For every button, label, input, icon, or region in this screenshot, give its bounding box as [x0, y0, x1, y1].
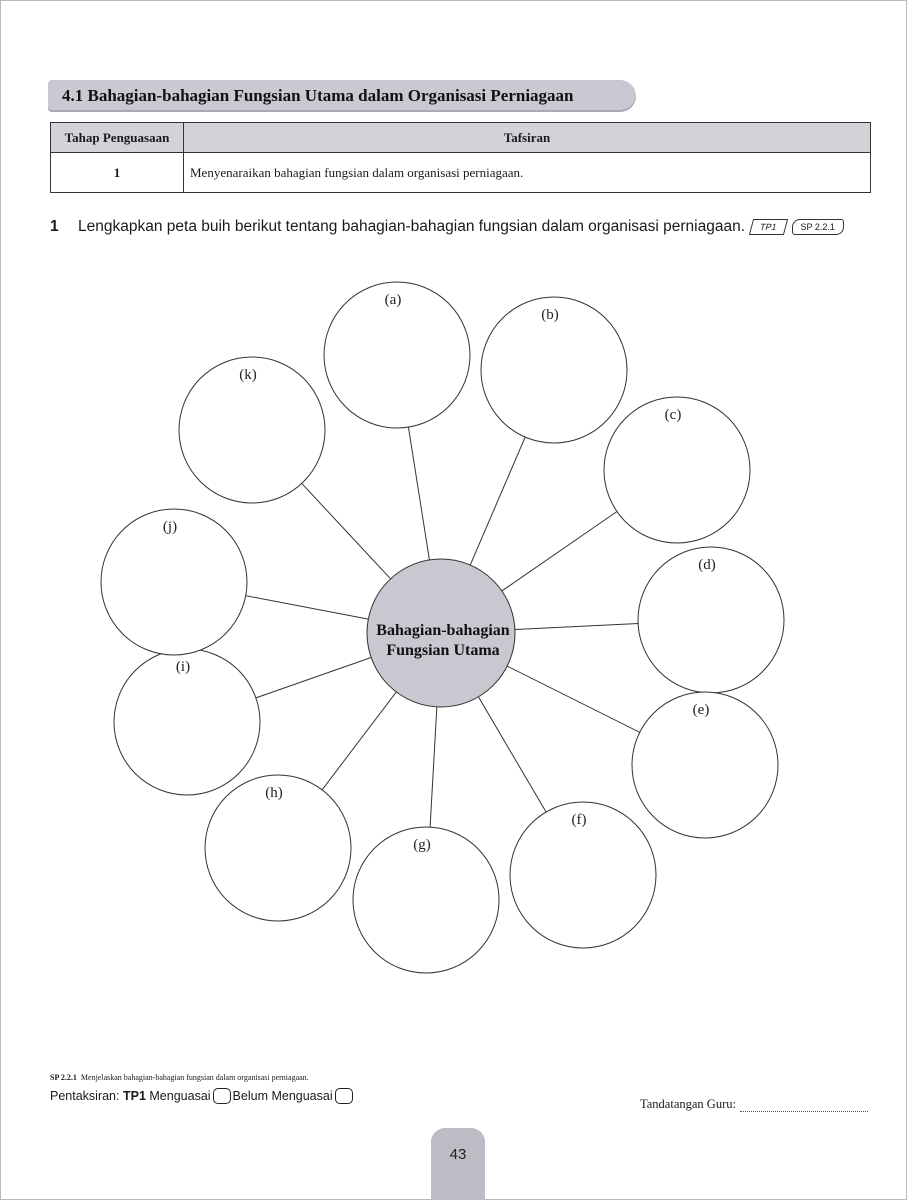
- connector-line: [322, 692, 396, 790]
- bubble-label: (b): [541, 307, 559, 323]
- connector-line: [507, 666, 640, 732]
- bubble-label: (h): [265, 785, 283, 801]
- connector-line: [430, 707, 437, 827]
- not-mastered-checkbox[interactable]: [335, 1088, 353, 1104]
- connector-line: [256, 657, 371, 697]
- footnote-code: SP 2.2.1: [50, 1073, 77, 1082]
- mastered-checkbox[interactable]: [213, 1088, 231, 1104]
- footnote-text: Menjelaskan bahagian-bahagian fungsian dalam organisasi perniagaan.: [80, 1073, 309, 1082]
- bubble-label: (i): [175, 659, 191, 675]
- table-cell-level: 1: [51, 153, 184, 193]
- center-label-line1: Bahagian-bahagian: [376, 622, 510, 639]
- bubble-label: (a): [384, 292, 402, 308]
- signature-line[interactable]: [740, 1099, 868, 1112]
- bubble-label: (j): [162, 519, 178, 535]
- bubble-label: (k): [239, 367, 257, 383]
- table-header-level: Tahap Penguasaan: [51, 123, 184, 153]
- assessment-level: TP1: [122, 1089, 146, 1103]
- sp-tag: SP 2.2.1: [792, 219, 844, 235]
- connector-line: [502, 511, 617, 590]
- assessment-label: Pentaksiran:: [50, 1089, 120, 1103]
- table-cell-description: Menyenaraikan bahagian fungsian dalam organisasi perniagaan.: [184, 153, 871, 193]
- assessment: [50, 1088, 355, 1104]
- footnote: [50, 1073, 309, 1082]
- question-number: 1: [50, 218, 59, 235]
- bubble-label: (e): [692, 702, 710, 718]
- question-text: Lengkapkan peta buih berikut tentang bahagian-bahagian fungsian dalam organisasi perniagaan.: [78, 218, 746, 235]
- bubble-label: (f): [571, 812, 587, 828]
- signature-label: Tandatangan Guru:: [640, 1097, 736, 1111]
- bubble-label: (d): [698, 557, 716, 573]
- center-bubble: [367, 559, 515, 707]
- connector-line: [246, 596, 369, 619]
- center-label-line2: Fungsian Utama: [386, 642, 500, 659]
- bubble-label: (g): [413, 837, 431, 853]
- connector-line: [478, 697, 546, 812]
- table-header-interpretation: Tafsiran: [184, 123, 871, 153]
- section-title: 4.1 Bahagian-bahagian Fungsian Utama dalam Organisasi Perniagaan: [62, 86, 574, 105]
- connector-line: [515, 624, 638, 630]
- bubble-label: (c): [664, 407, 682, 423]
- option-mastered-label: Menguasai: [149, 1089, 211, 1103]
- teacher-signature: [640, 1097, 868, 1112]
- option-not-mastered-label: Belum Menguasai: [232, 1089, 333, 1103]
- page-tab: [431, 1128, 485, 1200]
- connector-line: [302, 483, 391, 578]
- connector-line: [470, 437, 525, 565]
- connector-line: [408, 427, 429, 560]
- tp-tag: TP1: [749, 219, 788, 235]
- page-number: 43: [449, 1146, 467, 1163]
